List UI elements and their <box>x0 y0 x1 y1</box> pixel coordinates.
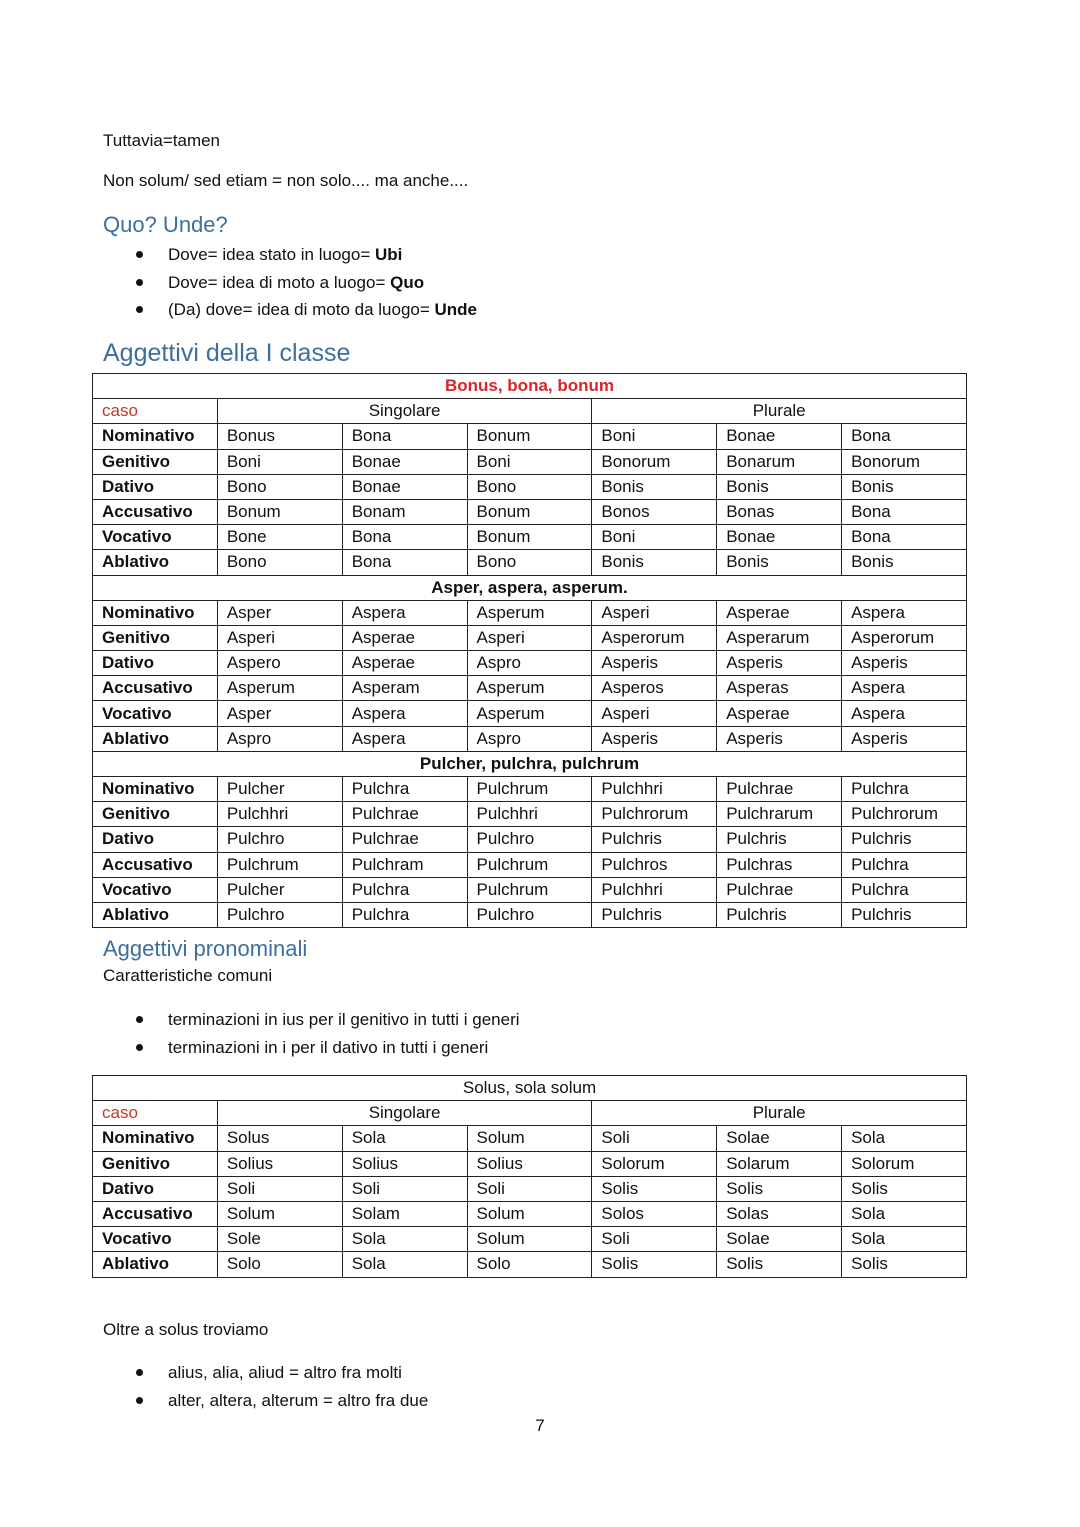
intro-line-tamen: Tuttavia=tamen <box>103 131 221 150</box>
case-label: Nominativo <box>93 424 218 449</box>
list-item: Dove= idea di moto a luogo= Quo <box>0 269 477 297</box>
table-cell: Solum <box>467 1126 592 1151</box>
table-cell: Aspera <box>342 701 467 726</box>
bullet-icon <box>136 1397 143 1404</box>
declension-table-solus <box>92 1075 967 1278</box>
table-row <box>93 852 967 877</box>
table-header-row <box>93 399 967 424</box>
table-cell: Bonae <box>342 449 467 474</box>
case-label: Dativo <box>93 651 218 676</box>
table-cell: Pulchhri <box>592 877 717 902</box>
table-cell: Pulchrum <box>467 877 592 902</box>
table-cell: Pulchram <box>342 852 467 877</box>
case-label: Dativo <box>93 827 218 852</box>
list-item: terminazioni in i per il dativo in tutti i generi <box>0 1034 520 1062</box>
table-cell: Bono <box>217 550 342 575</box>
table-cell: Solis <box>592 1176 717 1201</box>
plural-header: Plurale <box>592 1101 967 1126</box>
table-title-row <box>93 374 967 399</box>
table-cell: Bonam <box>342 499 467 524</box>
table-cell: Pulchris <box>717 827 842 852</box>
table-cell: Solae <box>717 1227 842 1252</box>
table-cell: Bonae <box>717 424 842 449</box>
case-label: Genitivo <box>93 1151 218 1176</box>
table-row <box>93 474 967 499</box>
table-cell: Aspro <box>217 726 342 751</box>
table-cell: Bonum <box>467 424 592 449</box>
table-cell: Asperae <box>342 651 467 676</box>
table-cell: Pulchras <box>717 852 842 877</box>
table-cell: Pulchro <box>217 902 342 927</box>
table-cell: Pulchrae <box>342 827 467 852</box>
table-cell: Solos <box>592 1201 717 1226</box>
table-cell: Bonos <box>592 499 717 524</box>
table-cell: Pulcher <box>217 777 342 802</box>
table-cell: Bonis <box>717 550 842 575</box>
table-row <box>93 827 967 852</box>
table-cell: Bonus <box>217 424 342 449</box>
table-row <box>93 600 967 625</box>
table-row <box>93 499 967 524</box>
table-cell: Asperorum <box>842 625 967 650</box>
table-cell: Asperarum <box>717 625 842 650</box>
table-cell: Solius <box>467 1151 592 1176</box>
case-label: Dativo <box>93 474 218 499</box>
bullet-icon <box>136 279 143 286</box>
table-cell: Sola <box>842 1126 967 1151</box>
table-cell: Bonae <box>717 525 842 550</box>
heading-aggettivi-pronominali: Aggettivi pronominali <box>103 936 308 961</box>
oltre-list <box>0 1359 428 1414</box>
table-cell: Bonum <box>217 499 342 524</box>
table-cell: Solis <box>842 1176 967 1201</box>
table-cell: Pulchrorum <box>842 802 967 827</box>
table-row <box>93 449 967 474</box>
table-cell: Aspro <box>467 726 592 751</box>
table-row <box>93 1201 967 1226</box>
table-cell: Asperis <box>592 726 717 751</box>
table-cell: Solo <box>217 1252 342 1277</box>
heading-aggettivi-prima-classe: Aggettivi della I classe <box>103 339 351 367</box>
table-cell: Bono <box>467 550 592 575</box>
table-cell: Aspera <box>842 600 967 625</box>
table-cell: Asperis <box>717 726 842 751</box>
table-title-row <box>93 1076 967 1101</box>
table-cell: Asperum <box>467 701 592 726</box>
table-cell: Pulchrum <box>467 777 592 802</box>
intro-line-non-solum: Non solum/ sed etiam = non solo.... ma anche.... <box>103 171 469 190</box>
table-cell: Solarum <box>717 1151 842 1176</box>
table-cell: Pulchros <box>592 852 717 877</box>
table-cell: Bonas <box>717 499 842 524</box>
table-cell: Soli <box>342 1176 467 1201</box>
table-cell: Pulchrum <box>217 852 342 877</box>
table-cell: Sola <box>342 1126 467 1151</box>
oltre-line: Oltre a solus troviamo <box>103 1320 269 1339</box>
table-cell: Pulchrae <box>717 777 842 802</box>
table-cell: Solorum <box>842 1151 967 1176</box>
table-cell: Pulchra <box>842 877 967 902</box>
table-row <box>93 802 967 827</box>
table-cell: Boni <box>592 424 717 449</box>
bullet-icon <box>136 1369 143 1376</box>
table-cell: Asperis <box>592 651 717 676</box>
table-cell: Asperis <box>842 726 967 751</box>
table-cell: Asperae <box>717 701 842 726</box>
case-label: Nominativo <box>93 600 218 625</box>
table-row <box>93 701 967 726</box>
table-cell: Asperae <box>717 600 842 625</box>
singular-header: Singolare <box>217 399 592 424</box>
table-cell: Pulchro <box>467 902 592 927</box>
table-cell: Pulchhri <box>467 802 592 827</box>
singular-header: Singolare <box>217 1101 592 1126</box>
list-item: alius, alia, aliud = altro fra molti <box>0 1359 428 1387</box>
list-item: Dove= idea stato in luogo= Ubi <box>0 241 477 269</box>
table-cell: Bona <box>842 424 967 449</box>
table-cell: Bonarum <box>717 449 842 474</box>
table-cell: Aspera <box>342 600 467 625</box>
case-column-header: caso <box>93 399 218 424</box>
table-cell: Bona <box>342 424 467 449</box>
declension-title: Solus, sola solum <box>93 1076 967 1101</box>
table-cell: Asperos <box>592 676 717 701</box>
quo-unde-list <box>0 241 477 324</box>
case-label: Accusativo <box>93 852 218 877</box>
table-header-row <box>93 1101 967 1126</box>
bullet-icon <box>136 1044 143 1051</box>
table-cell: Asperum <box>217 676 342 701</box>
case-label: Vocativo <box>93 701 218 726</box>
table-cell: Pulchris <box>717 902 842 927</box>
table-cell: Bona <box>842 525 967 550</box>
case-label: Vocativo <box>93 1227 218 1252</box>
table-cell: Boni <box>217 449 342 474</box>
table-cell: Solus <box>217 1126 342 1151</box>
case-label: Genitivo <box>93 625 218 650</box>
table-cell: Asperum <box>467 676 592 701</box>
table-cell: Bono <box>217 474 342 499</box>
table-cell: Aspera <box>342 726 467 751</box>
table-cell: Sola <box>342 1227 467 1252</box>
declension-table-first-class <box>92 373 967 928</box>
table-cell: Boni <box>467 449 592 474</box>
table-cell: Pulchrum <box>467 852 592 877</box>
table-title-row <box>93 575 967 600</box>
list-item: (Da) dove= idea di moto da luogo= Unde <box>0 296 477 324</box>
case-column-header: caso <box>93 1101 218 1126</box>
bullet-icon <box>136 306 143 313</box>
table-row <box>93 877 967 902</box>
table-cell: Asperi <box>467 625 592 650</box>
table-cell: Sola <box>842 1227 967 1252</box>
table-cell: Asperum <box>467 600 592 625</box>
table-cell: Soli <box>467 1176 592 1201</box>
table-row <box>93 902 967 927</box>
table-cell: Pulchrae <box>717 877 842 902</box>
table-cell: Solorum <box>592 1151 717 1176</box>
table-cell: Solis <box>717 1252 842 1277</box>
table-cell: Pulchris <box>592 827 717 852</box>
table-cell: Bona <box>342 525 467 550</box>
table-cell: Pulchro <box>467 827 592 852</box>
table-cell: Sola <box>342 1252 467 1277</box>
table-row <box>93 1151 967 1176</box>
table-cell: Solum <box>467 1227 592 1252</box>
table-cell: Bona <box>842 499 967 524</box>
table-cell: Aspera <box>842 701 967 726</box>
table-cell: Pulchrarum <box>717 802 842 827</box>
table-cell: Pulchris <box>842 827 967 852</box>
bullet-icon <box>136 251 143 258</box>
case-label: Accusativo <box>93 499 218 524</box>
table-cell: Asperorum <box>592 625 717 650</box>
table-row <box>93 726 967 751</box>
case-label: Nominativo <box>93 777 218 802</box>
table-cell: Pulchhri <box>217 802 342 827</box>
table-cell: Bonis <box>842 550 967 575</box>
table-cell: Bone <box>217 525 342 550</box>
bullet-icon <box>136 1016 143 1023</box>
table-cell: Pulchro <box>217 827 342 852</box>
table-cell: Solum <box>467 1201 592 1226</box>
case-label: Genitivo <box>93 449 218 474</box>
table-cell: Asperi <box>592 701 717 726</box>
table-cell: Sola <box>842 1201 967 1226</box>
table-cell: Aspro <box>467 651 592 676</box>
table-row <box>93 1126 967 1151</box>
table-cell: Solius <box>217 1151 342 1176</box>
case-label: Vocativo <box>93 877 218 902</box>
table-cell: Asper <box>217 600 342 625</box>
table-row <box>93 676 967 701</box>
table-cell: Pulchra <box>342 777 467 802</box>
table-row <box>93 525 967 550</box>
case-label: Genitivo <box>93 802 218 827</box>
table-cell: Soli <box>592 1227 717 1252</box>
table-cell: Asper <box>217 701 342 726</box>
table-cell: Pulchra <box>342 877 467 902</box>
table-cell: Pulchra <box>842 777 967 802</box>
page-number: 7 <box>535 1416 545 1435</box>
table-row <box>93 1227 967 1252</box>
list-item: alter, altera, alterum = altro fra due <box>0 1387 428 1415</box>
table-row <box>93 651 967 676</box>
heading-quo-unde: Quo? Unde? <box>103 212 228 237</box>
case-label: Accusativo <box>93 676 218 701</box>
table-cell: Bonorum <box>842 449 967 474</box>
table-cell: Asperae <box>342 625 467 650</box>
table-cell: Pulchra <box>342 902 467 927</box>
table-row <box>93 1176 967 1201</box>
table-cell: Soli <box>217 1176 342 1201</box>
table-cell: Bonis <box>717 474 842 499</box>
table-cell: Bonorum <box>592 449 717 474</box>
table-cell: Asperis <box>717 651 842 676</box>
table-cell: Asperi <box>217 625 342 650</box>
table-cell: Solas <box>717 1201 842 1226</box>
case-label: Ablativo <box>93 550 218 575</box>
declension-title: Asper, aspera, asperum. <box>93 575 967 600</box>
case-label: Ablativo <box>93 902 218 927</box>
table-cell: Bonis <box>592 550 717 575</box>
table-cell: Solius <box>342 1151 467 1176</box>
case-label: Vocativo <box>93 525 218 550</box>
list-item: terminazioni in ius per il genitivo in tutti i generi <box>0 1006 520 1034</box>
table-cell: Bonis <box>842 474 967 499</box>
declension-title: Pulcher, pulchra, pulchrum <box>93 751 967 776</box>
table-cell: Bono <box>467 474 592 499</box>
table-cell: Solum <box>217 1201 342 1226</box>
table-cell: Solam <box>342 1201 467 1226</box>
table-cell: Bona <box>342 550 467 575</box>
table-cell: Solo <box>467 1252 592 1277</box>
table-cell: Pulcher <box>217 877 342 902</box>
table-cell: Asperi <box>592 600 717 625</box>
table-cell: Soli <box>592 1126 717 1151</box>
table-cell: Bonae <box>342 474 467 499</box>
table-row <box>93 625 967 650</box>
pronominali-list <box>0 1006 520 1061</box>
table-cell: Aspera <box>842 676 967 701</box>
table-title-row <box>93 751 967 776</box>
table-cell: Boni <box>592 525 717 550</box>
table-row <box>93 777 967 802</box>
table-row <box>93 424 967 449</box>
case-label: Ablativo <box>93 726 218 751</box>
table-cell: Asperas <box>717 676 842 701</box>
case-label: Nominativo <box>93 1126 218 1151</box>
table-row <box>93 550 967 575</box>
table-cell: Bonum <box>467 525 592 550</box>
table-cell: Asperam <box>342 676 467 701</box>
table-cell: Solis <box>717 1176 842 1201</box>
table-cell: Pulchrae <box>342 802 467 827</box>
table-cell: Bonum <box>467 499 592 524</box>
table-cell: Solis <box>592 1252 717 1277</box>
table-cell: Pulchris <box>592 902 717 927</box>
case-label: Dativo <box>93 1176 218 1201</box>
table-cell: Pulchra <box>842 852 967 877</box>
table-cell: Bonis <box>592 474 717 499</box>
case-label: Ablativo <box>93 1252 218 1277</box>
table-cell: Solae <box>717 1126 842 1151</box>
case-label: Accusativo <box>93 1201 218 1226</box>
table-cell: Sole <box>217 1227 342 1252</box>
table-cell: Pulchrorum <box>592 802 717 827</box>
table-cell: Asperis <box>842 651 967 676</box>
table-cell: Pulchris <box>842 902 967 927</box>
table-row <box>93 1252 967 1277</box>
declension-title: Bonus, bona, bonum <box>93 374 967 399</box>
table-cell: Pulchhri <box>592 777 717 802</box>
subheading-caratteristiche: Caratteristiche comuni <box>103 966 273 985</box>
table-cell: Solis <box>842 1252 967 1277</box>
plural-header: Plurale <box>592 399 967 424</box>
table-cell: Aspero <box>217 651 342 676</box>
